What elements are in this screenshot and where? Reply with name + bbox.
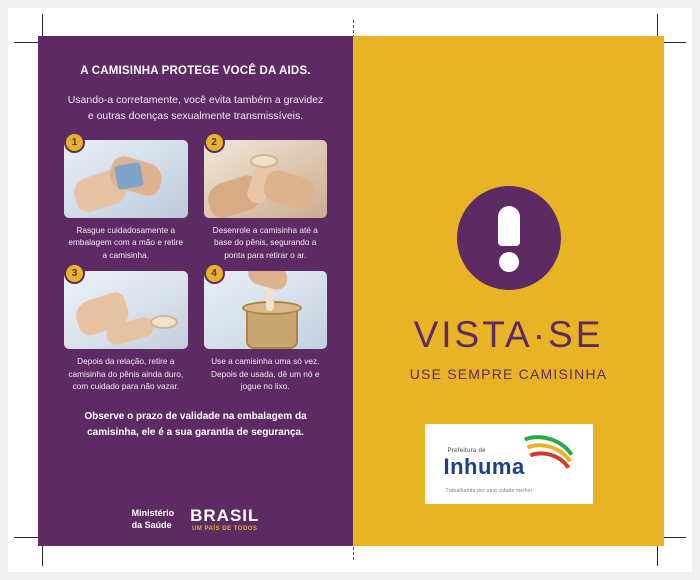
ministry-line-1: Ministério — [131, 508, 175, 519]
validity-note: Observe o prazo de validade na embalagem da camisinha, ele é a sua garantia de segurança. — [84, 410, 307, 438]
subheadline: Usando-a corretamente, você evita também a gravidez e outras doenças sexualmente transmissíveis. — [67, 93, 324, 122]
step-caption: Desenrole a camisinha até a base do pênis, segurando a ponta para retirar o ar. — [212, 225, 318, 260]
step-number-badge: 3 — [66, 265, 83, 282]
step-3 — [64, 268, 188, 392]
brand-row — [38, 507, 353, 532]
descartar-camisinha-foto — [204, 271, 328, 349]
step-number-badge: 4 — [206, 265, 223, 282]
print-sheet — [8, 8, 692, 572]
leaflet — [38, 36, 664, 546]
ministry-logo — [132, 508, 175, 531]
step-number-badge: 1 — [66, 134, 83, 151]
condom-shape — [498, 206, 520, 246]
city-name: Inhuma — [443, 454, 525, 479]
crop-mark-top-left-h — [14, 42, 40, 43]
crop-mark-bottom-left-h — [14, 537, 40, 538]
panel-left-purple — [38, 36, 353, 546]
camisinha-emblema-icon — [457, 186, 561, 290]
panel-right-yellow — [353, 36, 664, 546]
step-number-badge: 2 — [206, 134, 223, 151]
retirar-camisinha-foto — [64, 271, 188, 349]
step-1 — [64, 137, 188, 261]
step-caption: Depois da relação, retire a camisinha do pênis ainda duro, com cuidado para não vazar. — [68, 356, 184, 392]
step-4 — [204, 268, 328, 392]
exclamation-dot — [499, 252, 519, 272]
city-logo-box — [425, 424, 593, 504]
cover-slogan: USE SEMPRE CAMISINHA — [409, 366, 608, 382]
city-logo — [434, 432, 584, 496]
steps-grid — [64, 137, 327, 393]
ministry-line-2: da Saúde — [131, 519, 172, 530]
desenrolar-camisinha-foto — [204, 140, 328, 218]
city-tagline: Trabalhando por uma cidade melhor — [445, 488, 533, 494]
step-2 — [204, 137, 328, 261]
abrir-embalagem-foto — [64, 140, 188, 218]
government-brand: BRASIL — [190, 506, 260, 525]
step-caption: Rasgue cuidadosamente a embalagem com a mão e retire a camisinha. — [68, 225, 184, 260]
government-tagline: UM PAÍS DE TODOS — [192, 526, 258, 532]
city-prefix: Prefeitura de — [447, 448, 486, 454]
cover-title: VISTA·SE — [413, 314, 604, 355]
step-caption: Use a camisinha uma só vez. Depois de usada, dê um nó e jogue no lixo. — [211, 356, 320, 392]
headline: A CAMISINHA PROTEGE VOCÊ DA AIDS. — [80, 65, 311, 77]
government-logo — [190, 507, 259, 532]
